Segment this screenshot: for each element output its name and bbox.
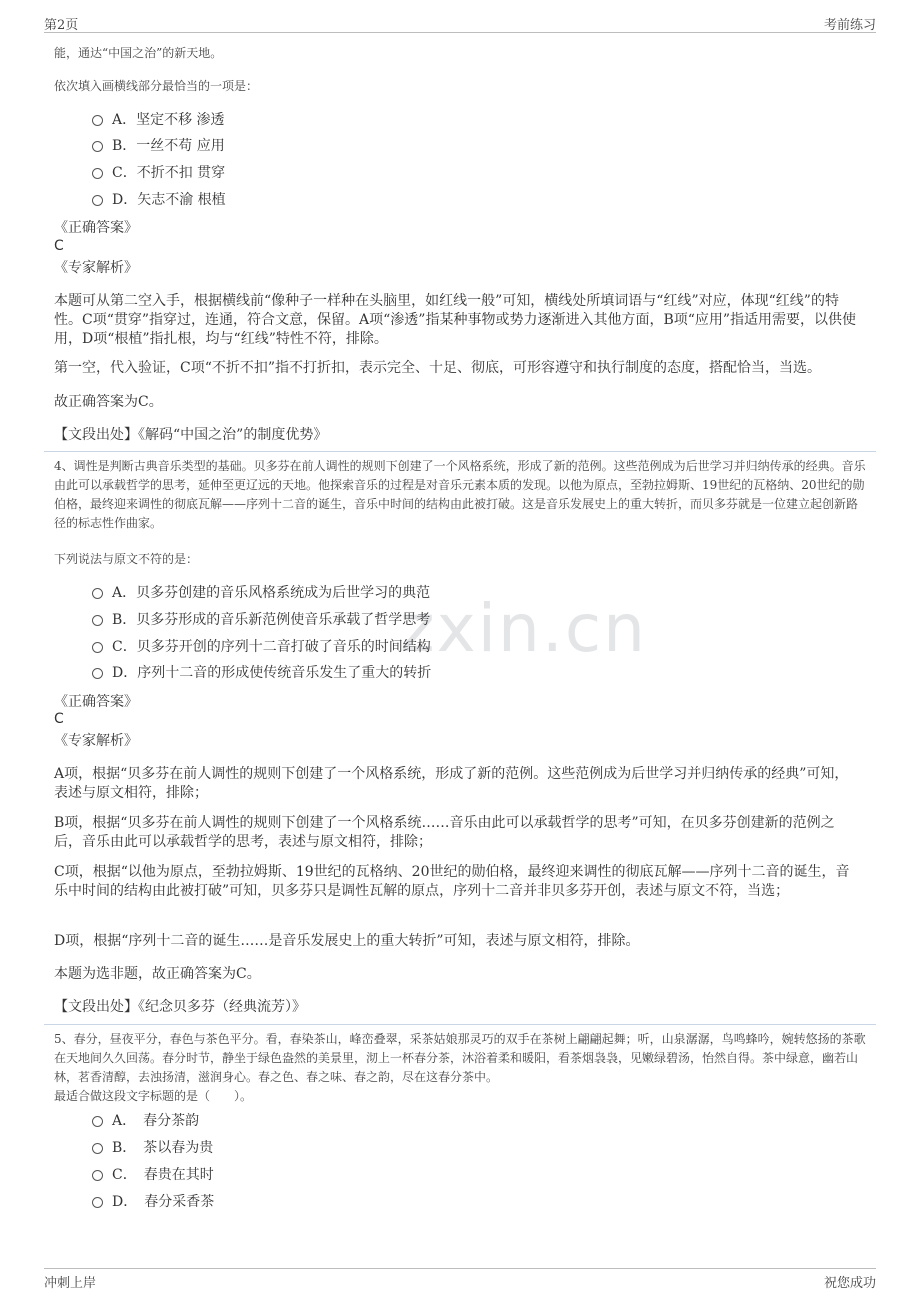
page-number: 第2页	[44, 18, 79, 33]
radio-icon[interactable]	[92, 168, 103, 179]
radio-icon[interactable]	[92, 141, 103, 152]
q5-option-d[interactable]: D． 春分采香茶	[92, 1191, 214, 1213]
page-header	[44, 12, 876, 33]
radio-icon[interactable]	[92, 1170, 103, 1181]
q4-analysis-d: D项，根据“序列十二音的诞生……是音乐发展史上的重大转折”可知，表述与原文相符，排除。	[54, 933, 640, 949]
q4-option-d[interactable]: D．序列十二音的形成使传统音乐发生了重大的转折	[92, 662, 431, 684]
q3-option-d[interactable]: D．矢志不渝 根植	[92, 189, 226, 211]
q4-answer-label: 《正确答案》	[54, 694, 138, 710]
q3-stem-tail: 能，通达“中国之治”的新天地。	[54, 46, 223, 60]
q3-analysis-p1: 本题可从第二空入手，根据横线前“像种子一样种在头脑里，如红线一般”可知，横线处所填词语与“红线”对应，体现“红线”的特性。C项“贯穿”指穿过，连通，符合文意，保留。A项“渗透”指某种事物或势力逐渐进入其他方面，B项“应用”指适用需要，以供使用，D项“根植”指扎根，均与“红线”特性不符，排除。	[54, 293, 857, 347]
q3-option-a[interactable]: A．坚定不移 渗透	[92, 109, 225, 131]
q3-prompt: 依次填入画横线部分最恰当的一项是：	[54, 79, 259, 93]
q5-prompt: 最适合做这段文字标题的是（ ）。	[54, 1089, 253, 1103]
radio-icon[interactable]	[92, 615, 103, 626]
radio-icon[interactable]	[92, 195, 103, 206]
q3-analysis-label: 《专家解析》	[54, 260, 138, 276]
radio-icon[interactable]	[92, 668, 103, 679]
page-footer	[44, 1268, 876, 1291]
radio-icon[interactable]	[92, 642, 103, 653]
q5-option-c[interactable]: C． 春贵在其时	[92, 1164, 214, 1186]
radio-icon[interactable]	[92, 588, 103, 599]
q3-option-c[interactable]: C．不折不扣 贯穿	[92, 162, 225, 184]
q3-answer: C	[54, 238, 64, 254]
q4-prompt: 下列说法与原文不符的是：	[54, 552, 199, 566]
q4-option-a[interactable]: A．贝多芬创建的音乐风格系统成为后世学习的典范	[92, 582, 430, 604]
watermark-logo: zxin.cn	[400, 590, 647, 667]
footer-right: 祝您成功	[823, 1276, 876, 1291]
radio-icon[interactable]	[92, 1197, 103, 1208]
q4-analysis-a: A项，根据“贝多芬在前人调性的规则下创建了一个风格系统，形成了新的范例。这些范例成为后世学习并归纳传承的经典”可知，表述与原文相符，排除；	[54, 766, 849, 801]
q3-analysis-p3: 故正确答案为C。	[54, 394, 163, 410]
q4-answer: C	[54, 711, 64, 727]
radio-icon[interactable]	[92, 1116, 103, 1127]
q4-analysis-conclusion: 本题为选非题，故正确答案为C。	[54, 966, 261, 982]
q5-option-a[interactable]: A． 春分茶韵	[92, 1110, 199, 1132]
q3-answer-label: 《正确答案》	[54, 220, 138, 236]
q4-option-c[interactable]: C．贝多芬开创的序列十二音打破了音乐的时间结构	[92, 636, 431, 658]
q3-analysis-p2: 第一空，代入验证，C项“不折不扣”指不打折扣，表示完全、十足、彻底，可形容遵守和执行制度的态度，搭配恰当，当选。	[54, 360, 822, 376]
radio-icon[interactable]	[92, 115, 103, 126]
header-title: 考前练习	[823, 18, 876, 33]
q4-analysis-b: B项，根据“贝多芬在前人调性的规则下创建了一个风格系统……音乐由此可以承载哲学的思考”可知，在贝多芬创建新的范例之后，音乐由此可以承载哲学的思考，表述与原文相符，排除；	[54, 815, 835, 850]
q3-option-b[interactable]: B．一丝不苟 应用	[92, 135, 225, 157]
q5-stem: 5、春分，昼夜平分，春色与茶色平分。看，春染茶山，峰峦叠翠，采茶姑娘那灵巧的双手在茶树上翩翩起舞；听，山泉潺潺，鸟鸣蜂吟，婉转悠扬的茶歌在天地间久久回荡。春分时节，静坐于绿色盎然的美景里，沏上一杯春分茶，沐浴着柔和暖阳，看茶烟袅袅，见嫩绿碧汤，怡然自得。茶中绿意，幽若山林，茗香清醇，去浊扬清，滋润身心。春之色、春之味、春之韵，尽在这春分茶中。	[54, 1032, 866, 1084]
q4-analysis-c: C项，根据“以他为原点，至勃拉姆斯、19世纪的瓦格纳、20世纪的勋伯格，最终迎来调性的彻底瓦解——序列十二音的诞生，音乐中时间的结构由此被打破”可知，贝多芬只是调性瓦解的原点，序列十二音并非贝多芬开创，表述与原文不符，当选；	[54, 864, 850, 899]
q4-source: 【文段出处】《纪念贝多芬（经典流芳）》	[54, 999, 306, 1015]
q5-option-b[interactable]: B． 茶以春为贵	[92, 1137, 213, 1159]
q4-analysis-label: 《专家解析》	[54, 733, 138, 749]
divider	[44, 451, 876, 452]
q4-stem: 4、调性是判断古典音乐类型的基础。贝多芬在前人调性的规则下创建了一个风格系统，形成了新的范例。这些范例成为后世学习并归纳传承的经典。音乐由此可以承载哲学的思考，延伸至更辽远的天地。他探索音乐的过程是对音乐元素本质的发现。以他为原点，至勃拉姆斯、19世纪的瓦格纳、20世纪的勋伯格，最终迎来调性的彻底瓦解——序列十二音的诞生，音乐中时间的结构由此被打破。这是音乐发展史上的重大转折，而贝多芬就是一位建立起创新路径的标志性作曲家。	[54, 459, 866, 530]
divider	[44, 1024, 876, 1025]
radio-icon[interactable]	[92, 1143, 103, 1154]
q3-source: 【文段出处】《解码“中国之治”的制度优势》	[54, 427, 328, 443]
footer-left: 冲刺上岸	[44, 1276, 97, 1291]
q4-option-b[interactable]: B．贝多芬形成的音乐新范例使音乐承载了哲学思考	[92, 609, 430, 631]
